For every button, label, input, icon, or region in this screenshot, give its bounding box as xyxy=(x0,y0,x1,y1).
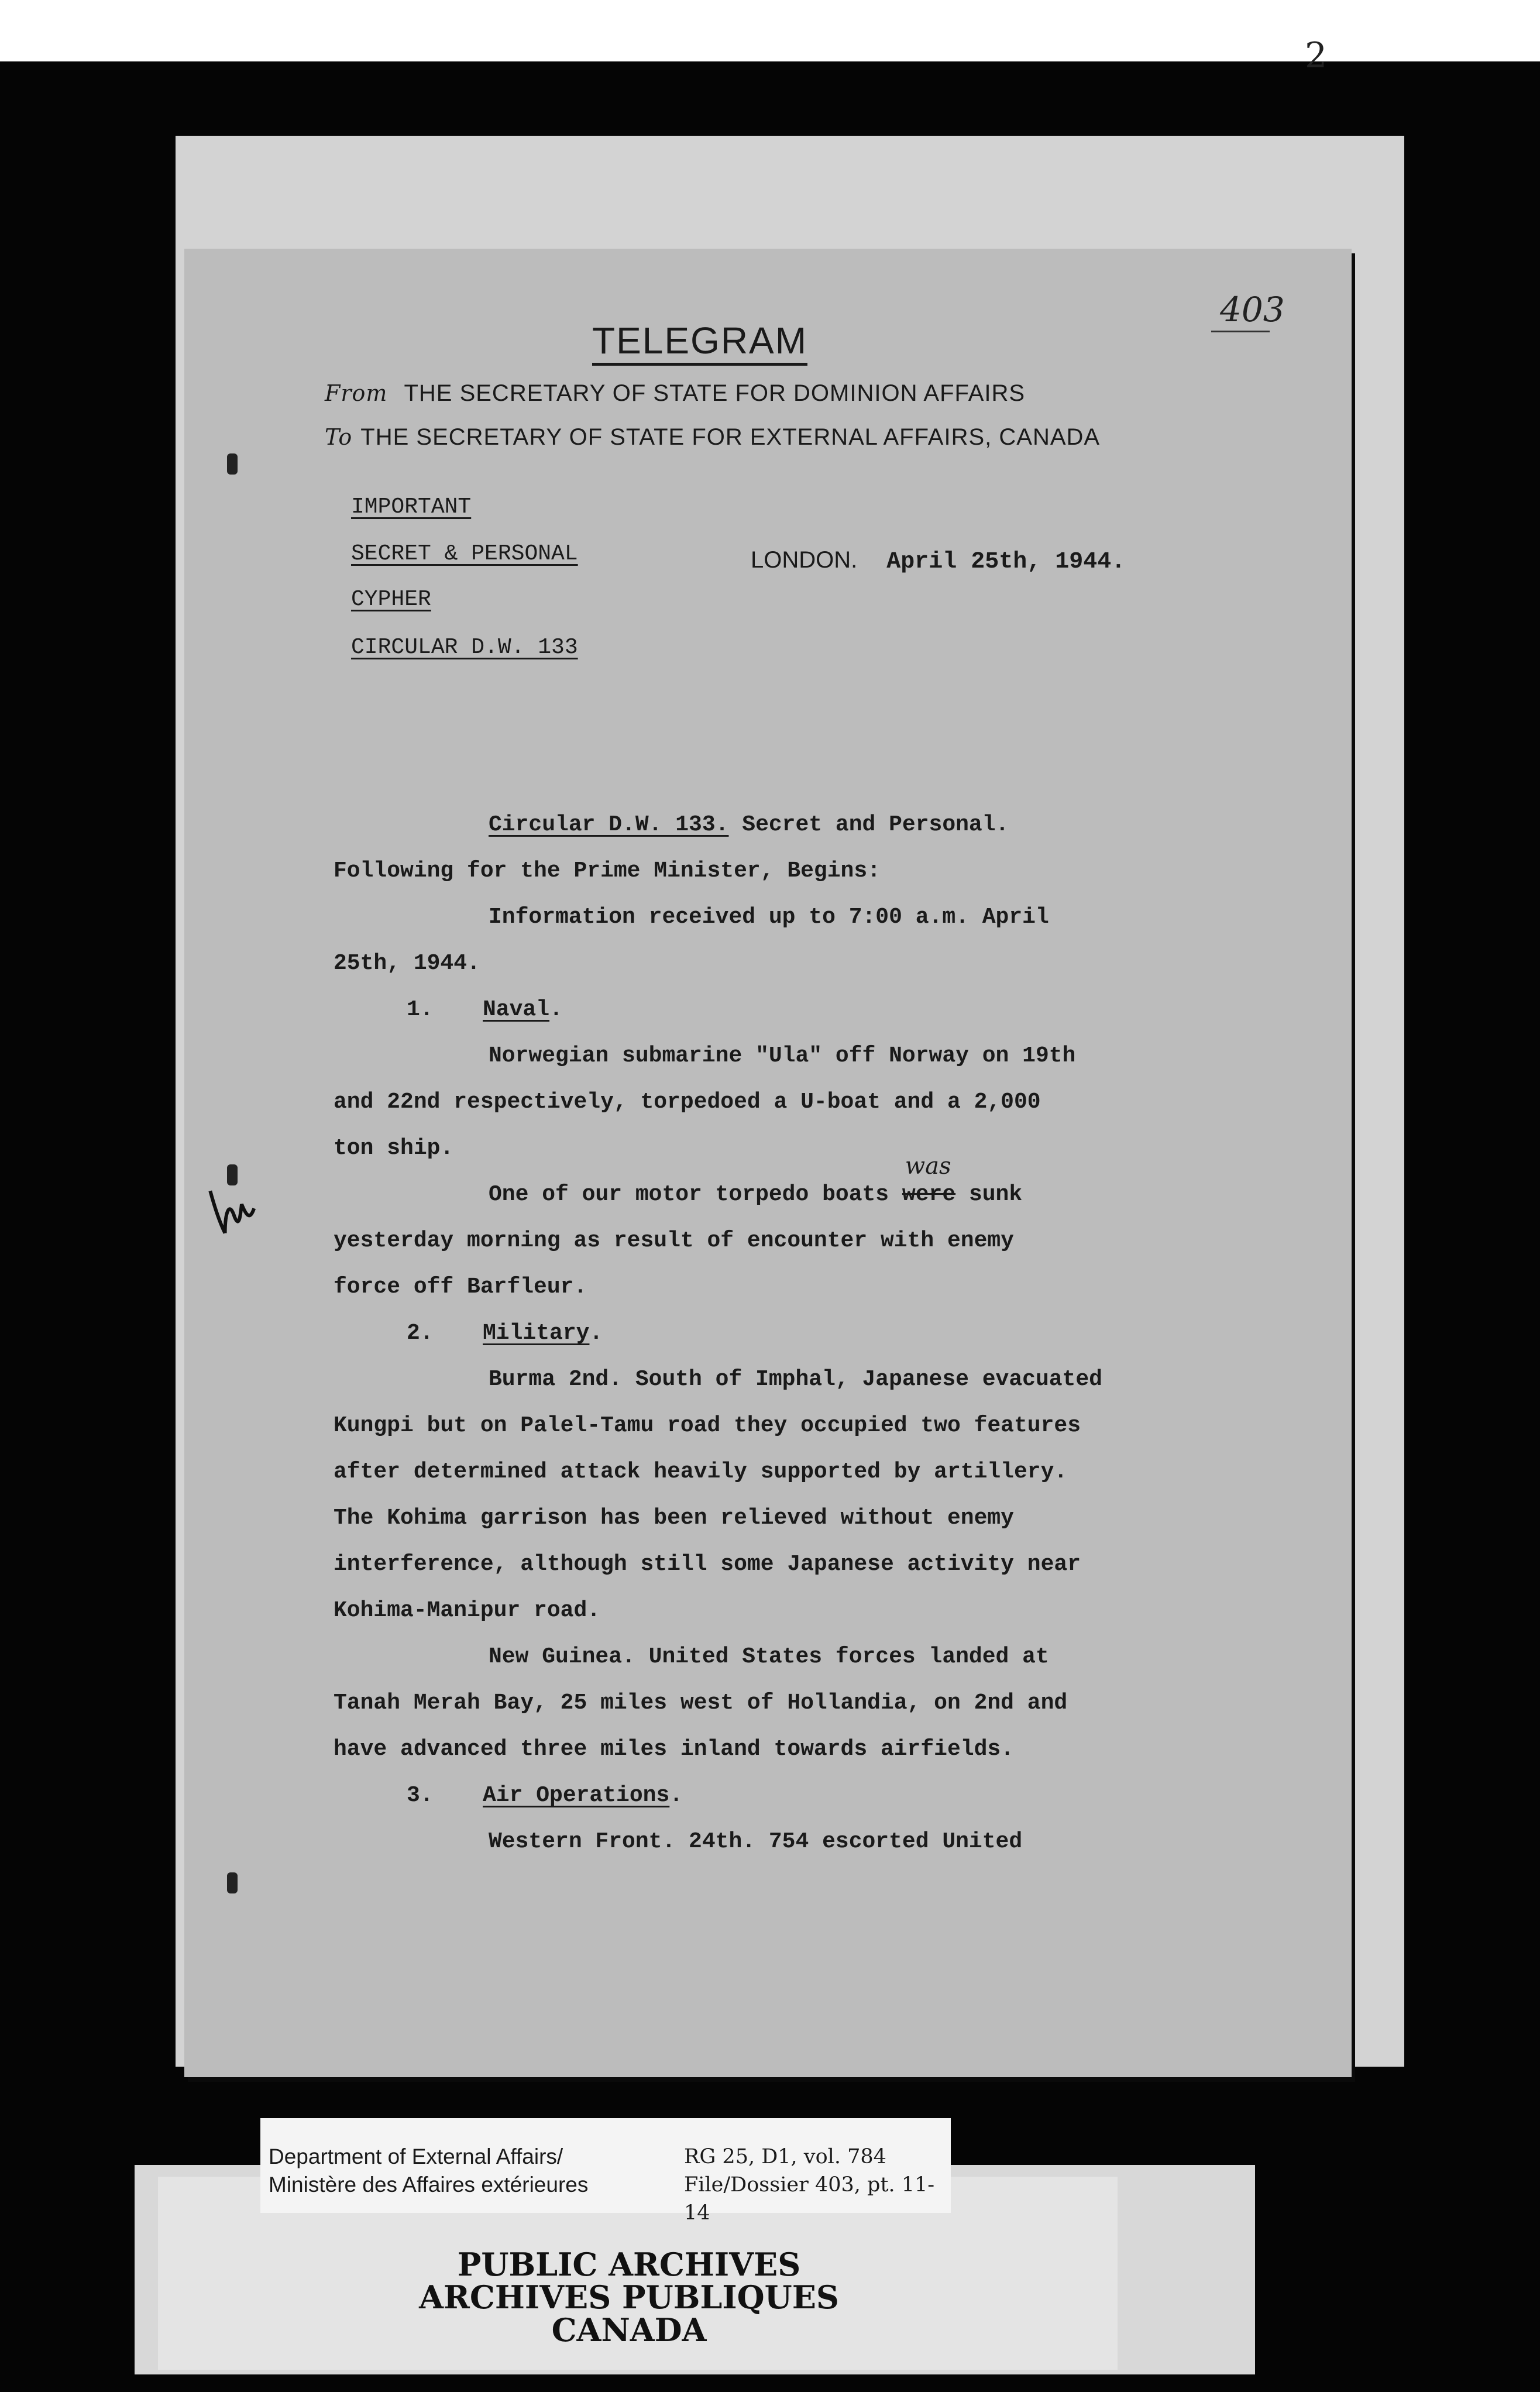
body-line: Following for the Prime Minister, Begins: xyxy=(334,858,881,884)
body-line: have advanced three miles inland towards airfields. xyxy=(334,1737,1014,1762)
stamp-line-2: ARCHIVES PUBLIQUES xyxy=(419,2278,839,2316)
body-line xyxy=(334,802,1182,848)
telegram-title-row xyxy=(0,319,1540,362)
folio-number: 403 xyxy=(1220,290,1285,329)
body-line: New Guinea. United States forces landed at xyxy=(489,1644,1049,1669)
department-fr: Ministère des Affaires extérieures xyxy=(269,2173,589,2197)
body-line: Western Front. 24th. 754 escorted United xyxy=(489,1829,1023,1854)
department-en: Department of External Affairs/ xyxy=(269,2144,563,2168)
body-line xyxy=(334,1153,1182,1218)
body-line: Kungpi but on Palel-Tamu road they occupied two features xyxy=(334,1413,1081,1438)
body-line: Burma 2nd. South of Imphal, Japanese evacuated xyxy=(489,1367,1102,1392)
section-number: 1. xyxy=(407,997,434,1022)
stamp-line-3: CANADA xyxy=(551,2311,707,2349)
telegram-title: TELEGRAM xyxy=(592,319,807,366)
telegram-body xyxy=(334,802,1182,1865)
header-secret-personal: SECRET & PERSONAL xyxy=(351,541,578,566)
from-value: THE SECRETARY OF STATE FOR DOMINION AFFAIRS xyxy=(404,380,1026,406)
body-line: 25th, 1944. xyxy=(334,951,480,976)
to-label: To xyxy=(325,424,353,450)
archive-stamp xyxy=(0,2246,1258,2349)
date: April 25th, 1944. xyxy=(886,549,1126,575)
body-line: The Kohima garrison has been relieved without enemy xyxy=(334,1506,1014,1531)
header-cypher: CYPHER xyxy=(351,587,431,612)
to-line xyxy=(325,424,1100,451)
section-heading: 2. Military. xyxy=(334,1310,1182,1356)
handwritten-correction xyxy=(902,1153,956,1218)
body-text: Secret and Personal. xyxy=(728,812,1009,837)
stamp-line-1: PUBLIC ARCHIVES xyxy=(457,2246,801,2283)
header-circular: CIRCULAR D.W. 133 xyxy=(351,635,578,660)
body-line: ton ship. xyxy=(334,1136,454,1161)
place: LONDON. xyxy=(751,547,858,573)
body-line: Kohima-Manipur road. xyxy=(334,1598,601,1623)
body-text: sunk xyxy=(955,1182,1023,1207)
record-group: RG 25, D1, vol. 784 xyxy=(684,2145,886,2168)
body-line: and 22nd respectively, torpedoed a U-boat and a 2,000 xyxy=(334,1090,1041,1115)
to-value: THE SECRETARY OF STATE FOR EXTERNAL AFFAIRS, CANADA xyxy=(360,424,1101,450)
section-number: 3. xyxy=(407,1783,434,1808)
section-title: Air Operations xyxy=(483,1783,670,1808)
initials-scribble-icon xyxy=(203,1173,264,1243)
section-title: Military xyxy=(483,1321,590,1346)
place-and-date xyxy=(751,547,1125,575)
body-line: Tanah Merah Bay, 25 miles west of Hollandia, on 2nd and xyxy=(334,1690,1068,1716)
handwritten-word: was xyxy=(905,1153,951,1180)
section-title: Naval xyxy=(483,997,550,1022)
department-block xyxy=(269,2143,588,2199)
from-line xyxy=(325,380,1025,407)
header-important: IMPORTANT xyxy=(351,494,472,520)
margin-initials-mark xyxy=(203,1173,266,1253)
body-line: interference, although still some Japanese activity near xyxy=(334,1552,1081,1577)
reference-block xyxy=(684,2143,951,2227)
body-text: One of our motor torpedo boats xyxy=(489,1182,902,1207)
section-number: 2. xyxy=(407,1321,434,1346)
struck-word: were xyxy=(902,1182,956,1207)
section-heading: 1. Naval. xyxy=(334,987,1182,1033)
body-line: Information received up to 7:00 a.m. April xyxy=(489,905,1049,930)
body-line: Norwegian submarine "Ula" off Norway on 19th xyxy=(489,1043,1076,1068)
circular-reference: Circular D.W. 133. xyxy=(489,812,729,837)
body-line: force off Barfleur. xyxy=(334,1274,587,1300)
punch-hole-top xyxy=(227,453,238,475)
from-label: From xyxy=(325,380,388,406)
section-heading: 3. Air Operations. xyxy=(334,1772,1182,1819)
file-dossier: File/Dossier 403, pt. 11-14 xyxy=(684,2173,935,2225)
punch-hole-bottom xyxy=(227,1872,238,1893)
corner-page-mark: 2 xyxy=(1305,35,1328,76)
body-line: after determined attack heavily supported by artillery. xyxy=(334,1459,1068,1484)
body-line: yesterday morning as result of encounter with enemy xyxy=(334,1228,1014,1253)
archive-reference-label xyxy=(260,2118,951,2225)
